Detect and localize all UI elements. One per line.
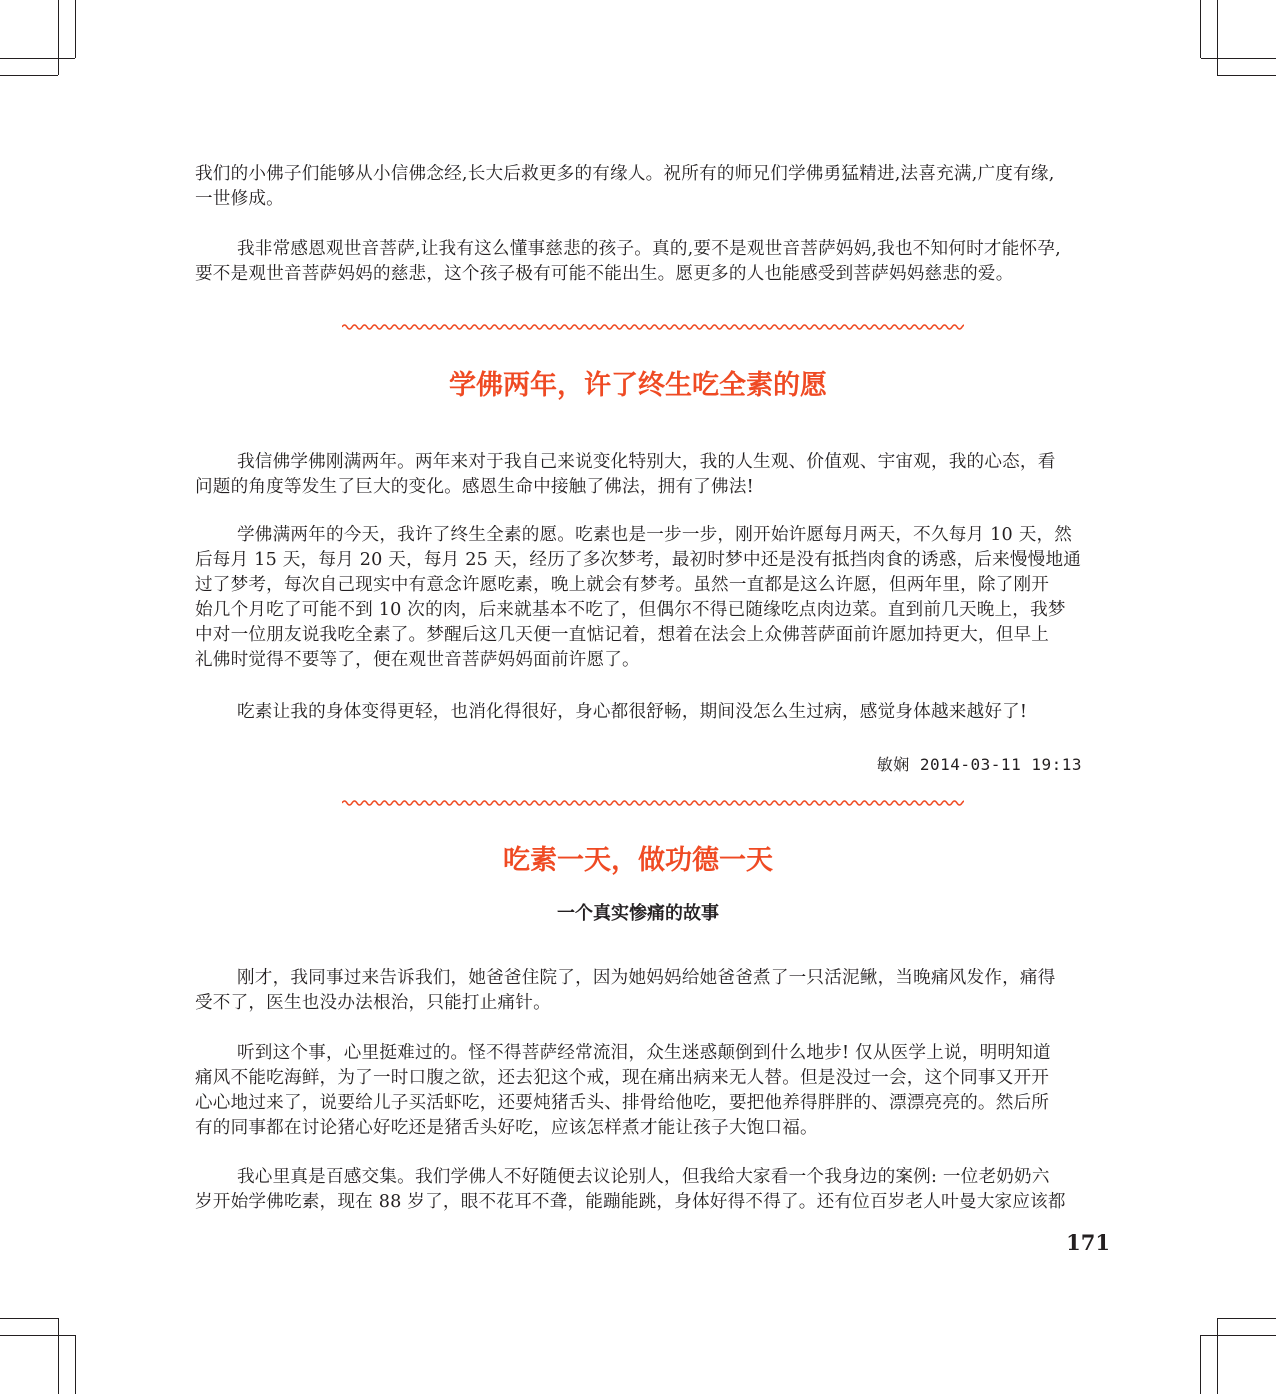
- author-signature: 敏娴 2014-03-11 19:13: [876, 755, 1082, 774]
- text-line: 过了梦考，每次自己现实中有意念许愿吃素，晚上就会有梦考。虽然一直都是这么许愿，但两年里，除了刚开: [195, 575, 1050, 595]
- text-line: 学佛满两年的今天，我许了终生全素的愿。吃素也是一步一步，刚开始许愿每月两天，不久每月 10 天，然: [237, 525, 1073, 545]
- text-line: 听到这个事，心里挺难过的。怪不得菩萨经常流泪，众生迷惑颠倒到什么地步! 仅从医学上说，明明知道: [237, 1043, 1051, 1063]
- text-line: 中对一位朋友说我吃全素了。梦醒后这几天便一直惦记着，想着在法会上众佛菩萨面前许愿加持更大，但早上: [195, 625, 1050, 645]
- article-paragraph: [195, 523, 1111, 673]
- text-line: 礼佛时觉得不要等了，便在观世音菩萨妈妈面前许愿了。: [195, 650, 640, 670]
- text-line: 有的同事都在讨论猪心好吃还是猪舌头好吃，应该怎样煮才能让孩子大饱口福。: [195, 1118, 818, 1138]
- text-line: 始几个月吃了可能不到 10 次的肉，后来就基本不吃了，但偶尔不得已随缘吃点肉边菜。直到前几天晚上，我梦: [195, 600, 1066, 620]
- article-paragraph: [195, 966, 1111, 1016]
- article-subtitle: 一个真实惨痛的故事: [557, 903, 719, 924]
- text-line: 我非常感恩观世音菩萨,让我有这么懂事慈悲的孩子。真的,要不是观世音菩萨妈妈,我也不知何时才能怀孕,: [237, 239, 1061, 259]
- text-line: 一世修成。: [195, 189, 284, 209]
- text-line: 刚才，我同事过来告诉我们，她爸爸住院了，因为她妈妈给她爸爸煮了一只活泥鳅，当晚痛风发作，痛得: [237, 968, 1056, 988]
- text-line: 我心里真是百感交集。我们学佛人不好随便去议论别人，但我给大家看一个我身边的案例: 一位老奶奶六: [237, 1167, 1050, 1187]
- text-line: 我们的小佛子们能够从小信佛念经,长大后救更多的有缘人。祝所有的师兄们学佛勇猛精进,法喜充满,广度有缘,: [195, 164, 1055, 184]
- text-line: 问题的角度等发生了巨大的变化。感恩生命中接触了佛法，拥有了佛法!: [195, 477, 754, 497]
- text-line: 痛风不能吃海鲜，为了一时口腹之欲，还去犯这个戒，现在痛出病来无人替。但是没过一会，这个同事又开开: [195, 1068, 1050, 1088]
- text-line: 要不是观世音菩萨妈妈的慈悲，这个孩子极有可能不能出生。愿更多的人也能感受到菩萨妈妈慈悲的爱。: [195, 264, 1014, 284]
- article-paragraph: [195, 700, 1111, 725]
- page-number: 171: [1066, 1230, 1110, 1255]
- text-line: 我信佛学佛刚满两年。两年来对于我自己来说变化特别大，我的人生观、价值观、宇宙观，我的心态，看: [237, 452, 1056, 472]
- article-paragraph: [195, 1165, 1111, 1215]
- text-line: 受不了，医生也没办法根治，只能打止痛针。: [195, 993, 551, 1013]
- text-line: 吃素让我的身体变得更轻，也消化得很好，身心都很舒畅，期间没怎么生过病，感觉身体越来越好了!: [237, 702, 1028, 722]
- wave-divider: [342, 322, 964, 332]
- text-line: 岁开始学佛吃素，现在 88 岁了，眼不花耳不聋，能蹦能跳，身体好得不得了。还有位百岁老人叶曼大家应该都: [195, 1192, 1066, 1212]
- article-paragraph: [195, 1041, 1111, 1141]
- text-line: 心心地过来了，说要给儿子买活虾吃，还要炖猪舌头、排骨给他吃，要把他养得胖胖的、漂漂亮亮的。然后所: [195, 1093, 1050, 1113]
- article-title: 吃素一天，做功德一天: [503, 845, 773, 876]
- intro-paragraph-1: [195, 162, 1111, 212]
- wave-divider: [342, 798, 964, 808]
- intro-paragraph-2: [195, 237, 1111, 287]
- article-paragraph: [195, 450, 1111, 500]
- article-title: 学佛两年，许了终生吃全素的愿: [449, 370, 827, 401]
- text-line: 后每月 15 天，每月 20 天，每月 25 天，经历了多次梦考，最初时梦中还是没有抵挡肉食的诱惑，后来慢慢地通: [195, 550, 1082, 570]
